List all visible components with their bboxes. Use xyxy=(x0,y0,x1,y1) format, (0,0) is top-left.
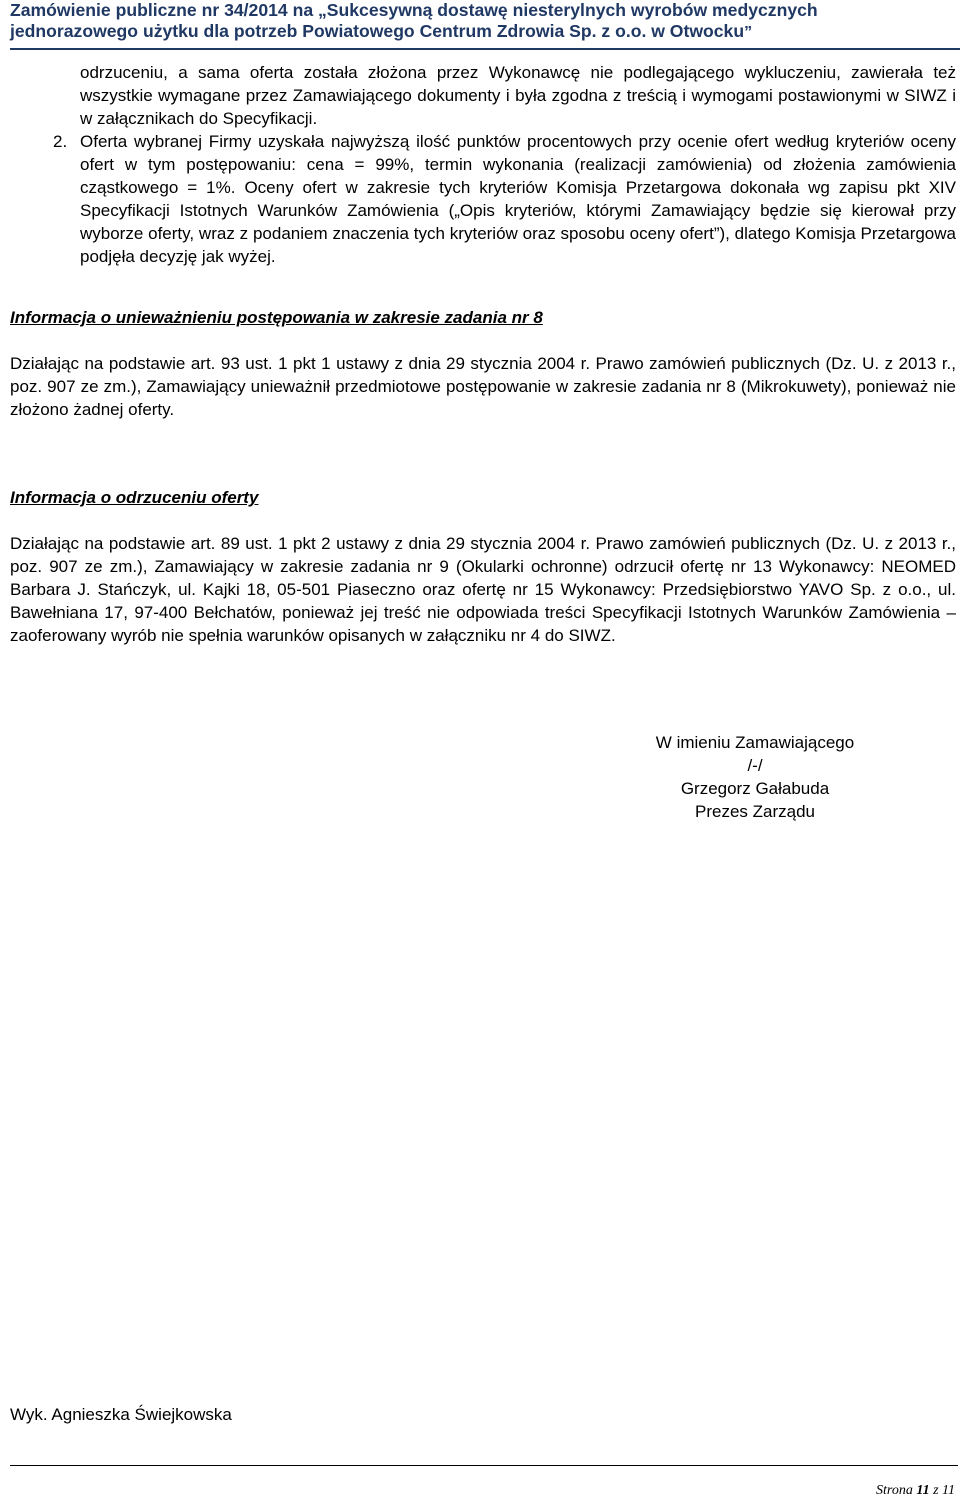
page-current: 11 xyxy=(916,1483,930,1498)
point-2-text: Oferta wybranej Firmy uzyskała najwyższą ilość punktów procentowych przy ocenie ofert według kryteriów oceny ofert w tym postępowaniu: cena = 99%, termin wykonania (realizacji zamówienia) od złożenia zamówienia cząstkowego = 1%. Oceny ofert w zakresie tych kryteriów Komisja Przetargowa dokonała wg zapisu pkt XIV Specyfikacji Istotnych Warunków Zamówienia („Opis kryteriów, którymi Zamawiający będzie się kierował przy wyborze oferty, wraz z podaniem znaczenia tych kryteriów oraz sposobu oceny ofert”), dlatego Komisja Przetargowa podjęła decyzję jak wyżej. xyxy=(80,132,956,266)
rejection-body xyxy=(10,532,956,647)
annulment-heading: Informacja o unieważnieniu postępowania w zakresie zadania nr 8 xyxy=(10,308,543,327)
header-title-line-1: Zamówienie publiczne nr 34/2014 na „Sukcesywną dostawę niesterylnych wyrobów medycznych xyxy=(10,0,818,20)
point-2 xyxy=(8,130,956,268)
header-title-line-2 xyxy=(10,21,960,43)
page-label: Strona xyxy=(876,1483,913,1498)
rejection-body-text: Działając na podstawie art. 89 ust. 1 pkt 2 ustawy z dnia 29 stycznia 2004 r. Prawo zamówień publicznych (Dz. U. z 2013 r., poz. 907 ze zm.), Zamawiający w zakresie zadania nr 9 (Okularki ochronne) odrzucił ofertę nr 13 Wykonawcy: NEOMED Barbara J. Stańczyk, ul. Kajki 18, 05-501 Piaseczno oraz ofertę nr 15 Wykonawcy: Przedsiębiorstwo YAVO Sp. z o.o., ul. Bawełniana 17, 97-400 Bełchatów, ponieważ jej treść nie odpowiada treści Specyfikacji Istotnych Warunków Zamówienia – zaoferowany wyrób nie spełnia warunków opisanych w załączniku nr 4 do SIWZ. xyxy=(10,534,956,645)
rejection-heading: Informacja o odrzuceniu oferty xyxy=(10,488,259,507)
header-title-line-2-text: jednorazowego użytku dla potrzeb Powiatowego Centrum Zdrowia Sp. z o.o. w Otwocku xyxy=(10,21,745,41)
signature-line-mark: /-/ xyxy=(747,756,763,775)
annulment-body-text: Działając na podstawie art. 93 ust. 1 pkt 1 ustawy z dnia 29 stycznia 2004 r. Prawo zamówień publicznych (Dz. U. z 2013 r., poz. 907 ze zm.), Zamawiający unieważnił przedmiotowe postępowanie w zakresie zadania nr 8 (Mikrokuwety), ponieważ nie złożono żadnej oferty. xyxy=(10,354,956,419)
signature-line-on-behalf: W imieniu Zamawiającego xyxy=(655,733,855,752)
point-2-item xyxy=(8,130,956,268)
annulment-body xyxy=(10,352,956,421)
page-number xyxy=(876,1483,955,1499)
signature-name: Grzegorz Gałabuda xyxy=(680,779,830,798)
signature-position: Prezes Zarządu xyxy=(695,802,815,821)
signature-block xyxy=(600,731,910,823)
intro-continuation xyxy=(80,61,956,130)
document-header xyxy=(10,0,960,50)
point-2-number: 2. xyxy=(53,132,68,151)
page-separator: z xyxy=(933,1483,939,1498)
footer-divider xyxy=(10,1465,958,1466)
page-total: 11 xyxy=(942,1483,955,1498)
intro-continuation-text: odrzuceniu, a sama oferta została złożona przez Wykonawcę nie podlegającego wykluczeniu, zawierała też wszystkie wymagane przez Zamawiającego dokumenty i była zgodna z treścią i wymogami postawionymi w SIWZ i w załącznikach do Specyfikacji. xyxy=(80,63,956,128)
header-closing-quote: ” xyxy=(744,24,753,41)
prepared-by: Wyk. Agnieszka Świejkowska xyxy=(10,1405,232,1424)
